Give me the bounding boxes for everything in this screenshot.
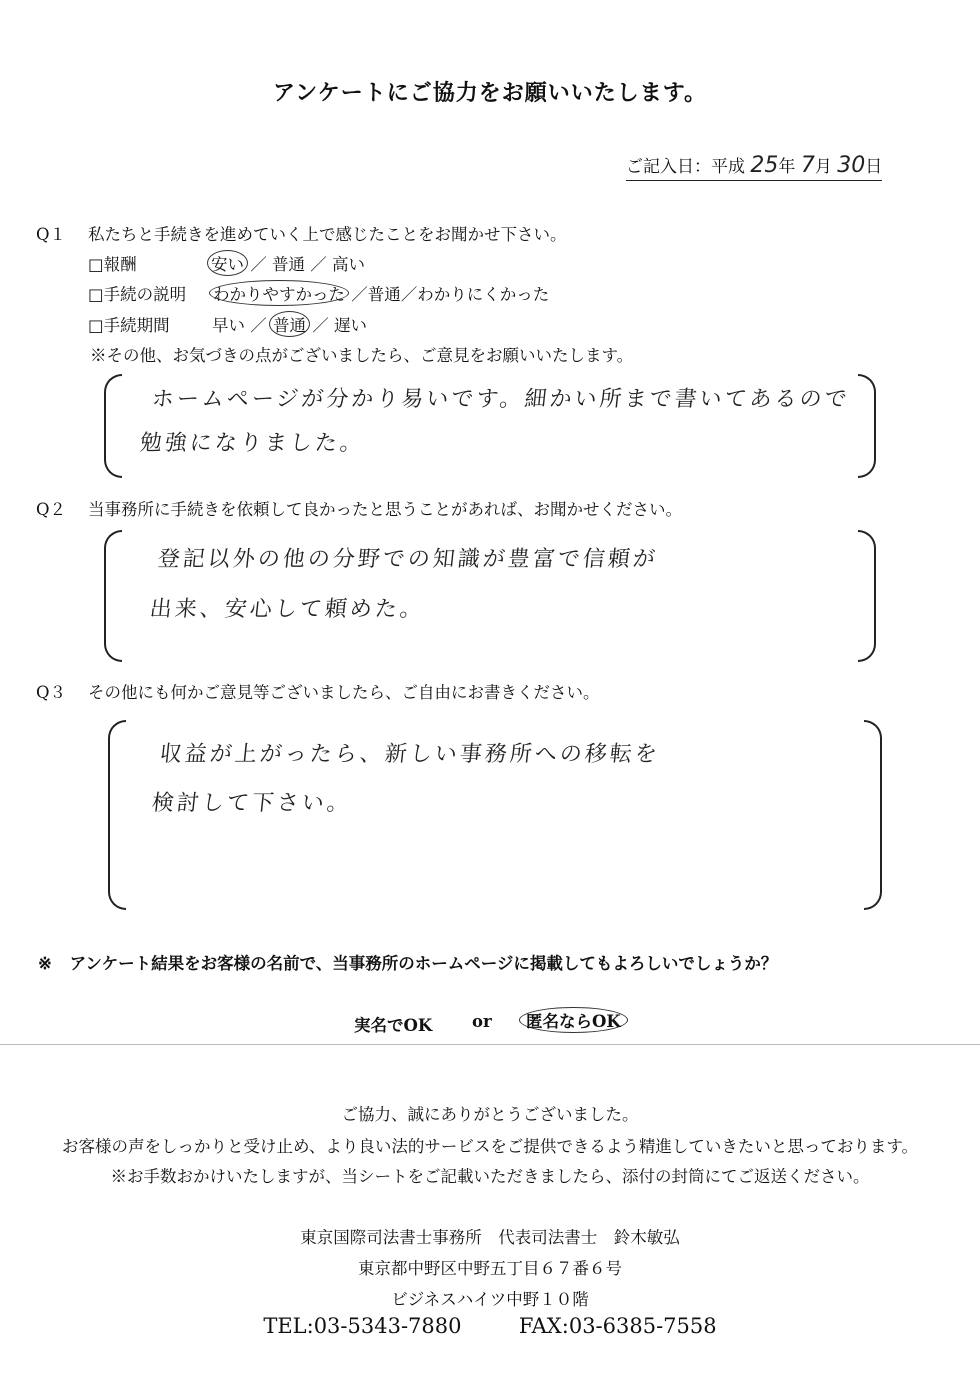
footer-office: 東京国際司法書士事務所 代表司法書士 鈴木敏弘	[300, 1228, 680, 1247]
q2-answer-line2[interactable]: 出来、安心して頼めた。	[148, 597, 427, 622]
q3-question: その他にも何かご意見等ございましたら、ご自由にお書きください。	[88, 683, 600, 702]
q1-row-fee-label: □報酬	[88, 255, 137, 274]
option-normal-selected[interactable]: 普通	[269, 311, 310, 337]
footer-address2: ビジネスハイツ中野１０階	[391, 1290, 589, 1309]
option-slow[interactable]: 遅い	[334, 316, 367, 335]
date-day[interactable]: 30	[837, 153, 866, 178]
consent-anonymous-ok-label: 匿名ならOK	[519, 1007, 628, 1033]
thanks-line1: ご協力、誠にありがとうございました。	[341, 1105, 639, 1124]
date-year-unit: 年	[778, 157, 796, 177]
separator: ／	[400, 285, 418, 304]
footer-tel[interactable]: TEL:03-5343-7880	[263, 1314, 462, 1338]
q1-row-period-label: □手続期間	[88, 316, 170, 335]
q1-note: ※その他、お気づきの点がございましたら、ご意見をお願いいたします。	[90, 346, 634, 365]
q1-answer-bracket-right	[858, 374, 876, 478]
date-month-unit: 月	[814, 157, 832, 177]
option-unclear[interactable]: わかりにくかった	[417, 285, 550, 304]
date-day-unit: 日	[865, 157, 883, 177]
date-year[interactable]: 25	[750, 153, 779, 178]
q2-answer-bracket-left	[104, 530, 122, 662]
separator: ／	[250, 255, 267, 274]
thanks-line2: お客様の声をしっかりと受け止め、より良い法的サービスをご提供できるよう精進していきたいと思っております。	[61, 1137, 919, 1156]
q1-number: Q１	[36, 225, 67, 244]
q3-answer-bracket-left	[108, 720, 126, 910]
q1-row-period-options	[212, 312, 367, 336]
entry-date	[626, 152, 882, 181]
footer-contact	[0, 1314, 980, 1338]
option-normal[interactable]: 普通	[272, 255, 305, 274]
separator: ／	[312, 316, 329, 335]
date-month[interactable]: 7	[800, 153, 815, 178]
option-clear-selected[interactable]: わかりやすかった	[209, 280, 349, 306]
consent-real-name-ok[interactable]: 実名でOK	[354, 1016, 433, 1035]
option-expensive[interactable]: 高い	[332, 255, 365, 274]
q1-row-explanation-label: □手続の説明	[88, 285, 187, 304]
separator: ／	[351, 285, 368, 304]
date-label: ご記入日：平成	[626, 157, 745, 177]
q3-answer-line2[interactable]: 検討して下さい。	[150, 791, 354, 816]
notice-mark: ※	[38, 954, 52, 973]
q2-answer-bracket-right	[858, 530, 876, 662]
q3-answer-bracket-right	[864, 720, 882, 910]
thanks-line3: ※お手数おかけいたしますが、当シートをご記載いただきましたら、添付の封筒にてご返送ください。	[110, 1167, 870, 1186]
q2-question: 当事務所に手続きを依頼して良かったと思うことがあれば、お聞かせください。	[88, 500, 682, 519]
q3-answer-line1[interactable]: 収益が上がったら、新しい事務所への移転を	[158, 742, 662, 767]
footer-fax: FAX:03-6385-7558	[518, 1314, 717, 1338]
consent-anonymous-ok-selected[interactable]	[522, 1010, 625, 1031]
q3-number: Q３	[36, 683, 67, 702]
divider	[0, 1044, 980, 1045]
separator: ／	[310, 255, 327, 274]
footer-address1: 東京都中野区中野五丁目６７番６号	[358, 1259, 622, 1278]
q1-row-explanation-options	[212, 281, 549, 305]
publish-notice	[38, 950, 777, 974]
q1-question: 私たちと手続きを進めていく上で感じたことをお聞かせ下さい。	[88, 225, 567, 244]
q1-answer-bracket-left	[104, 374, 122, 478]
notice-text: アンケート結果をお客様の名前で、当事務所のホームページに掲載してもよろしいでしょうか？	[69, 954, 778, 973]
q1-answer-line1[interactable]: ホームページが分かり易いです。細かい所まで書いてあるので	[150, 387, 851, 412]
q2-answer-line1[interactable]: 登記以外の他の分野での知識が豊富で信頼が	[156, 547, 660, 572]
q1-row-fee-options	[210, 251, 365, 275]
page-title: アンケートにご協力をお願いいたします。	[273, 80, 707, 106]
option-normal[interactable]: 普通	[367, 285, 401, 304]
consent-or: or	[472, 1012, 492, 1031]
q1-answer-line2[interactable]: 勉強になりました。	[138, 431, 367, 456]
q2-number: Q２	[36, 500, 67, 519]
separator: ／	[250, 316, 267, 335]
option-fast[interactable]: 早い	[212, 316, 245, 335]
option-cheap-selected[interactable]: 安い	[207, 250, 248, 276]
